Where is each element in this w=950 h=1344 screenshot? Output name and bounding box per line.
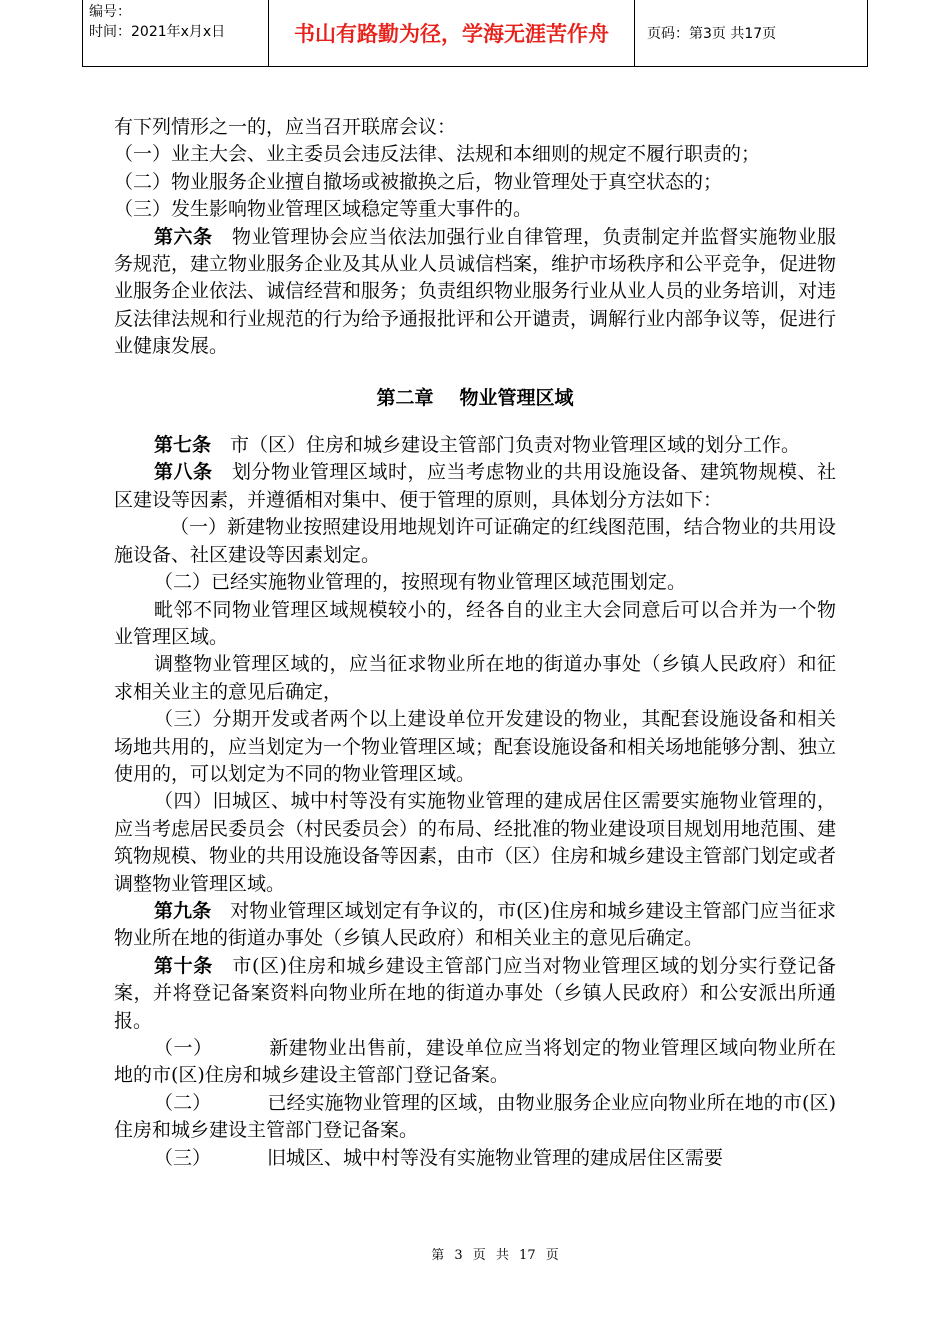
intro-line-3: （二）物业服务企业擅自撤场或被撤换之后，物业管理处于真空状态的；	[114, 170, 723, 193]
article-10-text: 市(区)住房和城乡建设主管部门应当对物业管理区域的划分实行登记备案，并将登记备案资料向物业所在地的街道办事处（乡镇人民政府）和公安派出所通报。	[114, 954, 836, 1032]
header-page-info: 页码：第3页 共17页	[647, 26, 777, 42]
article-8-para-1: 毗邻不同物业管理区域规模较小的，经各自的业主大会同意后可以合并为一个物业管理区域。	[114, 598, 836, 648]
document-body	[114, 114, 836, 1172]
article-10-item-1	[114, 1035, 836, 1090]
intro-line-4: （三）发生影响物业管理区域稳定等重大事件的。	[114, 198, 533, 221]
article-8-item-2: （二）已经实施物业管理的，按照现有物业管理区域范围划定。	[154, 571, 687, 594]
article-8-text: 划分物业管理区域时，应当考虑物业的共用设施设备、建筑物规模、社区建设等因素，并遵循相对集中、便于管理的原则，具体划分方法如下：	[114, 461, 836, 511]
article-8-item-4: （四）旧城区、城中村等没有实施物业管理的建成居住区需要实施物业管理的，应当考虑居民委员会（村民委员会）的布局、经批准的物业建设项目规划用地范围、建筑物规模、物业的共用设施设备等因素，由市（区）住房和城乡建设主管部门划定或者调整物业管理区域。	[114, 790, 837, 895]
article-10-item-1-text: 新建物业出售前，建设单位应当将划定的物业管理区域向物业所在地的市(区)住房和城乡建设主管部门登记备案。	[114, 1037, 836, 1087]
time-label: 时间：2021年x月x日	[89, 24, 226, 40]
article-7-title: 第七条	[154, 434, 212, 457]
chapter-heading	[114, 385, 836, 412]
article-10-item-3-text: 旧城区、城中村等没有实施物业管理的建成居住区需要	[267, 1146, 724, 1169]
article-7-text: 市（区）住房和城乡建设主管部门负责对物业管理区域的划分工作。	[230, 434, 801, 457]
article-10	[114, 953, 836, 1035]
article-9-text: 对物业管理区域划定有争议的，市(区)住房和城乡建设主管部门应当征求物业所在地的街道办事处（乡镇人民政府）和相关业主的意见后确定。	[114, 899, 836, 950]
article-7	[114, 432, 836, 459]
intro-line-2: （一）业主大会、业主委员会违反法律、法规和本细则的规定不履行职责的；	[114, 143, 761, 166]
header-motto: 书山有路勤为径，学海无涯苦作舟	[269, 0, 635, 66]
article-8	[114, 459, 836, 514]
article-8-item-1: （一）新建物业按照建设用地规划许可证确定的红线图范围，结合物业的共用设施设备、社区建设等因素划定。	[114, 516, 836, 566]
article-6-text: 物业管理协会应当依法加强行业自律管理，负责制定并监督实施物业服务规范，建立物业服务企业及其从业人员诚信档案，维护市场秩序和公平竞争，促进物业服务企业依法、诚信经营和服务；负责组织物业服务行业从业人员的业务培训，对违反法律法规和行业规范的行为给予通报批评和公开谴责，调解行业内部争议等，促进行业健康发展。	[114, 225, 837, 358]
chapter-title: 物业管理区域	[459, 386, 574, 409]
article-9-title: 第九条	[154, 899, 212, 922]
article-10-item-2-text: 已经实施物业管理的区域，由物业服务企业应向物业所在地的市(区)住房和城乡建设主管部门登记备案。	[114, 1091, 836, 1142]
article-10-item-3	[114, 1145, 836, 1172]
article-6-title: 第六条	[154, 225, 213, 248]
article-10-item-1-num: （一）	[154, 1037, 213, 1059]
article-6	[114, 224, 836, 361]
article-10-item-2	[114, 1090, 836, 1145]
intro-line-1: 有下列情形之一的，应当召开联席会议：	[114, 116, 457, 138]
article-9	[114, 898, 836, 953]
article-8-para-2: 调整物业管理区域的，应当征求物业所在地的街道办事处（乡镇人民政府）和征求相关业主的意见后确定，	[114, 653, 836, 703]
article-8-item-3: （三）分期开发或者两个以上建设单位开发建设的物业，其配套设施设备和相关场地共用的，应当划定为一个物业管理区域；配套设施设备和相关场地能够分割、独立使用的，可以划定为不同的物业管理区域。	[114, 708, 837, 785]
header-meta	[83, 0, 269, 66]
article-10-item-2-num: （二）	[154, 1091, 212, 1114]
article-8-title: 第八条	[154, 461, 213, 484]
page-footer: 第 3 页 共 17 页	[431, 1248, 559, 1263]
article-10-item-3-num: （三）	[154, 1146, 212, 1169]
article-10-title: 第十条	[154, 954, 213, 977]
chapter-number: 第二章	[376, 386, 434, 409]
page-header	[82, 0, 868, 67]
number-label: 编号：	[89, 4, 131, 20]
